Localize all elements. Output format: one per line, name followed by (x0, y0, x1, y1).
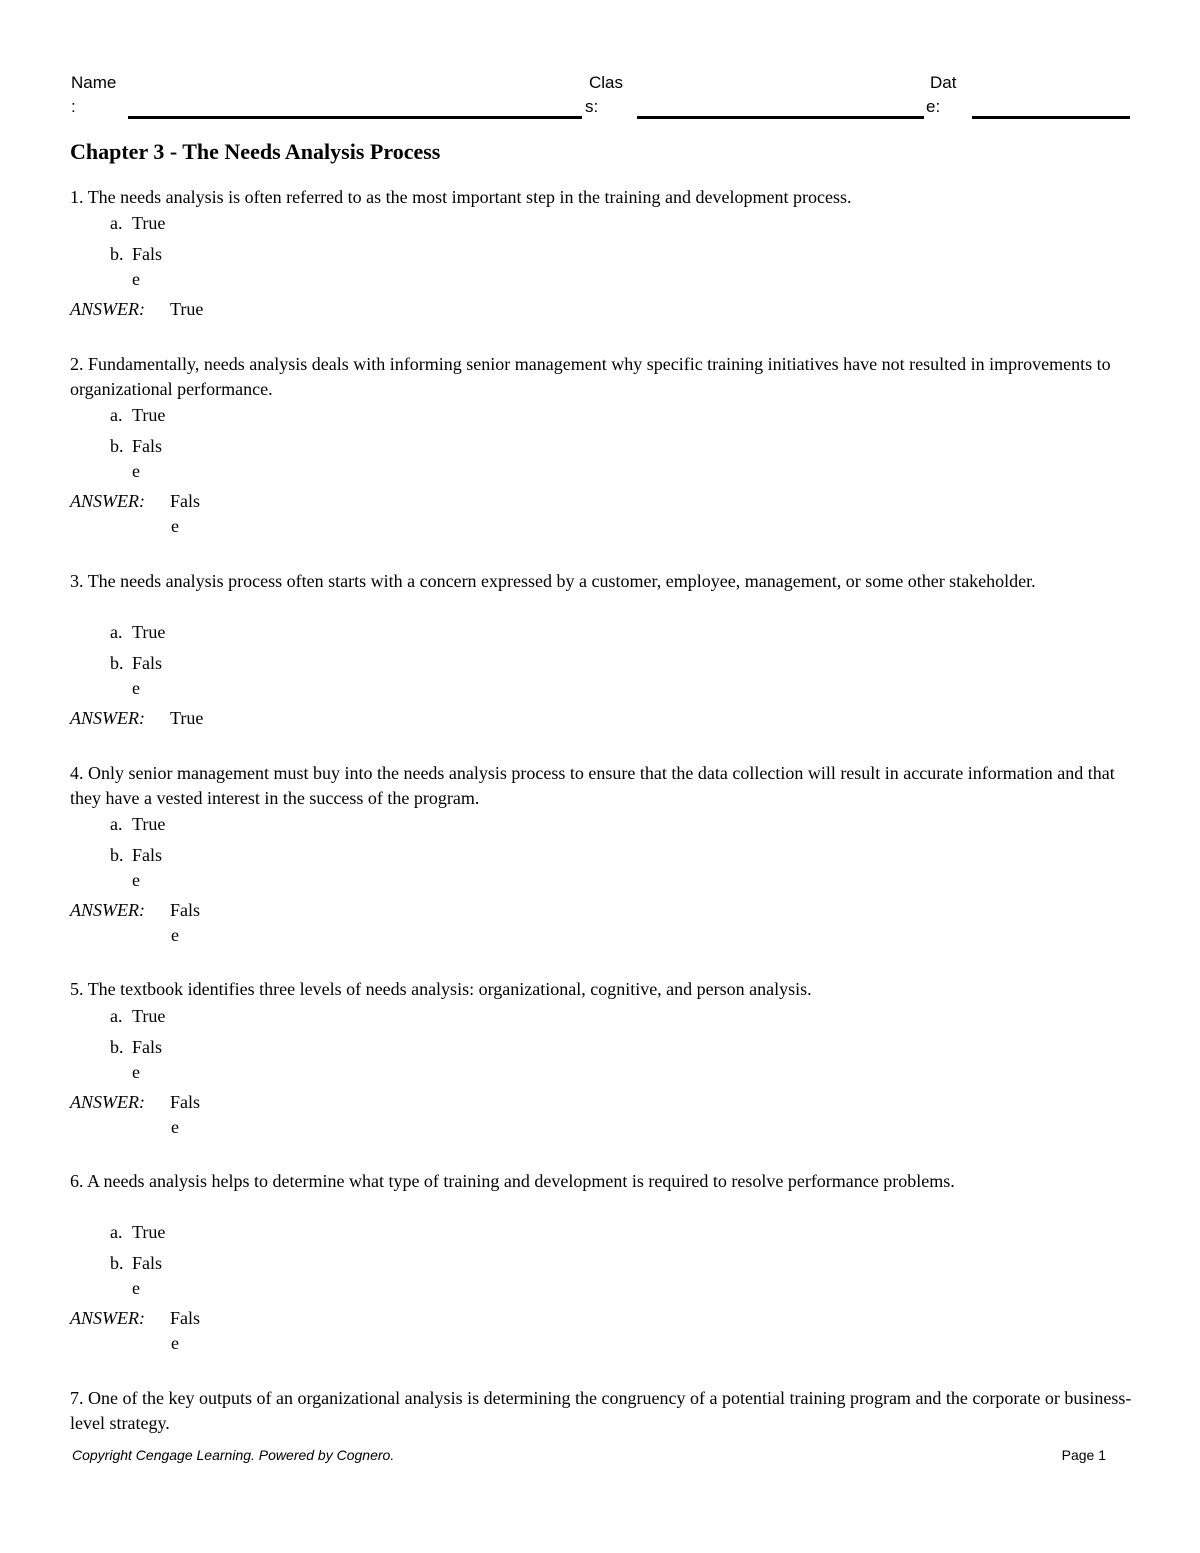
option-b[interactable]: b. Fals (110, 1253, 163, 1273)
question-text: 2. Fundamentally, needs analysis deals with informing senior management why specific training initiatives have not resulted in improvements to organizational performance. (70, 354, 1111, 399)
date-label: Dat (930, 73, 957, 92)
option-b[interactable]: b. Fals (110, 244, 163, 264)
question-6 (70, 1169, 1132, 1369)
answer: ANSWER: Fals (70, 1092, 201, 1112)
class-label-suffix: s: (585, 97, 599, 116)
date-field-line[interactable] (972, 116, 1130, 119)
option-b-wrap: e (132, 269, 140, 289)
option-b[interactable]: b. Fals (110, 653, 163, 673)
footer-copyright: Copyright Cengage Learning. Powered by Cognero. (72, 1447, 395, 1463)
option-b-wrap: e (132, 1278, 140, 1298)
question-3 (70, 569, 1132, 729)
option-a[interactable]: a. True (110, 622, 166, 642)
option-a[interactable]: a. True (110, 213, 166, 233)
question-7 (70, 1386, 1132, 1438)
question-text: 3. The needs analysis process often starts with a concern expressed by a customer, employee, management, or some other stakeholder. (70, 571, 1036, 591)
name-label: Name (71, 73, 117, 92)
class-field-line[interactable] (637, 116, 924, 119)
page-title: Chapter 3 - The Needs Analysis Process (70, 139, 441, 164)
question-text: 4. Only senior management must buy into the needs analysis process to ensure that the data collection will result in accurate information and that they have a vested interest in the success of the program. (70, 763, 1115, 808)
question-text: 5. The textbook identifies three levels of needs analysis: organizational, cognitive, and person analysis. (70, 979, 812, 999)
question-1 (70, 185, 1132, 335)
class-label: Clas (589, 73, 624, 92)
answer: ANSWER: Fals (70, 1308, 201, 1328)
option-b[interactable]: b. Fals (110, 845, 163, 865)
question-4 (70, 761, 1132, 961)
answer: ANSWER: True (70, 299, 204, 319)
option-b[interactable]: b. Fals (110, 1037, 163, 1057)
option-b-wrap: e (132, 461, 140, 481)
option-b-wrap: e (132, 1062, 140, 1082)
answer: ANSWER: Fals (70, 900, 201, 920)
option-b-wrap: e (132, 870, 140, 890)
question-text: 7. One of the key outputs of an organizational analysis is determining the congruency of a potential training program and the corporate or business-level strategy. (70, 1388, 1132, 1433)
option-a[interactable]: a. True (110, 405, 166, 425)
answer: ANSWER: True (70, 708, 204, 728)
option-a[interactable]: a. True (110, 1222, 166, 1242)
name-field-line[interactable] (128, 116, 582, 119)
option-a[interactable]: a. True (110, 1006, 166, 1026)
answer-wrap: e (171, 516, 179, 536)
question-text: 6. A needs analysis helps to determine what type of training and development is required to resolve performance problems. (70, 1171, 955, 1191)
footer-page-number: Page 1 (1061, 1447, 1106, 1463)
question-text: 1. The needs analysis is often referred to as the most important step in the training and development process. (70, 187, 852, 207)
date-label-suffix: e: (926, 97, 941, 116)
answer-wrap: e (171, 925, 179, 945)
answer-wrap: e (171, 1333, 179, 1353)
question-5 (70, 977, 1132, 1157)
answer-wrap: e (171, 1117, 179, 1137)
option-b-wrap: e (132, 678, 140, 698)
option-a[interactable]: a. True (110, 814, 166, 834)
answer: ANSWER: Fals (70, 491, 201, 511)
question-2 (70, 352, 1132, 552)
name-label-colon: : (71, 97, 76, 116)
option-b[interactable]: b. Fals (110, 436, 163, 456)
